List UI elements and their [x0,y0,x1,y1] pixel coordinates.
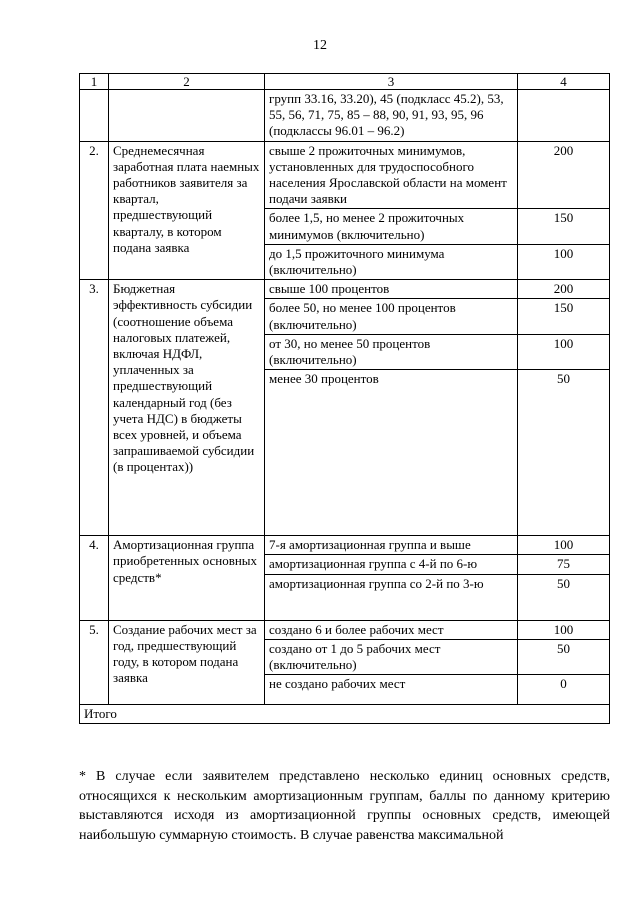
condition-cell: создано 6 и более рабочих мест [265,620,518,639]
criterion-cell: Среднемесячная заработная плата наемных работников заявителя за квартал, предшествующий кварталу, в котором подана заявка [109,141,265,280]
score-cell: 100 [518,334,610,369]
score-cell: 100 [518,536,610,555]
score-cell: 50 [518,639,610,674]
condition-cell: свыше 100 процентов [265,280,518,299]
score-cell: 75 [518,555,610,574]
condition-cell: от 30, но менее 50 процентов (включительно) [265,334,518,369]
condition-cell: создано от 1 до 5 рабочих мест (включительно) [265,639,518,674]
score-cell: 150 [518,209,610,244]
continuation-num [80,90,109,142]
continuation-criterion [109,90,265,142]
total-label: Итого [80,705,610,724]
score-cell: 150 [518,299,610,334]
row-number: 3. [80,280,109,536]
score-cell: 100 [518,244,610,279]
condition-cell: более 1,5, но менее 2 прожиточных минимумов (включительно) [265,209,518,244]
score-cell: 0 [518,675,610,705]
table-row [80,620,610,639]
table-row [80,280,610,299]
row-number: 4. [80,536,109,620]
continuation-row [80,90,610,142]
continuation-condition: групп 33.16, 33.20), 45 (подкласс 45.2), 53, 55, 56, 71, 75, 85 – 88, 90, 91, 93, 95, 96 (подклассы 96.01 – 96.2) [265,90,518,142]
score-cell: 50 [518,370,610,536]
score-cell: 200 [518,280,610,299]
criterion-cell: Амортизационная группа приобретенных основных средств* [109,536,265,620]
condition-cell: амортизационная группа со 2-й по 3-ю [265,574,518,620]
total-row [80,705,610,724]
condition-cell: не создано рабочих мест [265,675,518,705]
criterion-cell: Бюджетная эффективность субсидии (соотношение объема налоговых платежей, включая НДФЛ, уплаченных за предшествующий календарный год (без учета НДС) в бюджеты всех уровней, и объема запрашиваемой субсидии (в процентах)) [109,280,265,536]
condition-cell: более 50, но менее 100 процентов (включительно) [265,299,518,334]
table-header-row [80,74,610,90]
condition-cell: 7-я амортизационная группа и выше [265,536,518,555]
footnote: * В случае если заявителем представлено несколько единиц основных средств, относящихся к нескольким амортизационным группам, баллы по данному критерию выставляются исходя из амортизационной группы основных средств, имеющей наибольшую суммарную стоимость. В случае равенства максимальной [79,769,610,844]
score-cell: 200 [518,141,610,209]
row-number: 2. [80,141,109,280]
condition-cell: до 1,5 прожиточного минимума (включительно) [265,244,518,279]
continuation-score [518,90,610,142]
table-row [80,141,610,209]
header-col-1: 1 [80,74,109,90]
page-number: 12 [313,38,327,53]
condition-cell: менее 30 процентов [265,370,518,536]
condition-cell: свыше 2 прожиточных минимумов, установленных для трудоспособного населения Ярославской области на момент подачи заявки [265,141,518,209]
header-col-3: 3 [265,74,518,90]
table-row [80,536,610,555]
criteria-table [79,73,610,724]
score-cell: 50 [518,574,610,620]
score-cell: 100 [518,620,610,639]
condition-cell: амортизационная группа с 4-й по 6-ю [265,555,518,574]
header-col-2: 2 [109,74,265,90]
header-col-4: 4 [518,74,610,90]
row-number: 5. [80,620,109,705]
criterion-cell: Создание рабочих мест за год, предшествующий году, в котором подана заявка [109,620,265,705]
